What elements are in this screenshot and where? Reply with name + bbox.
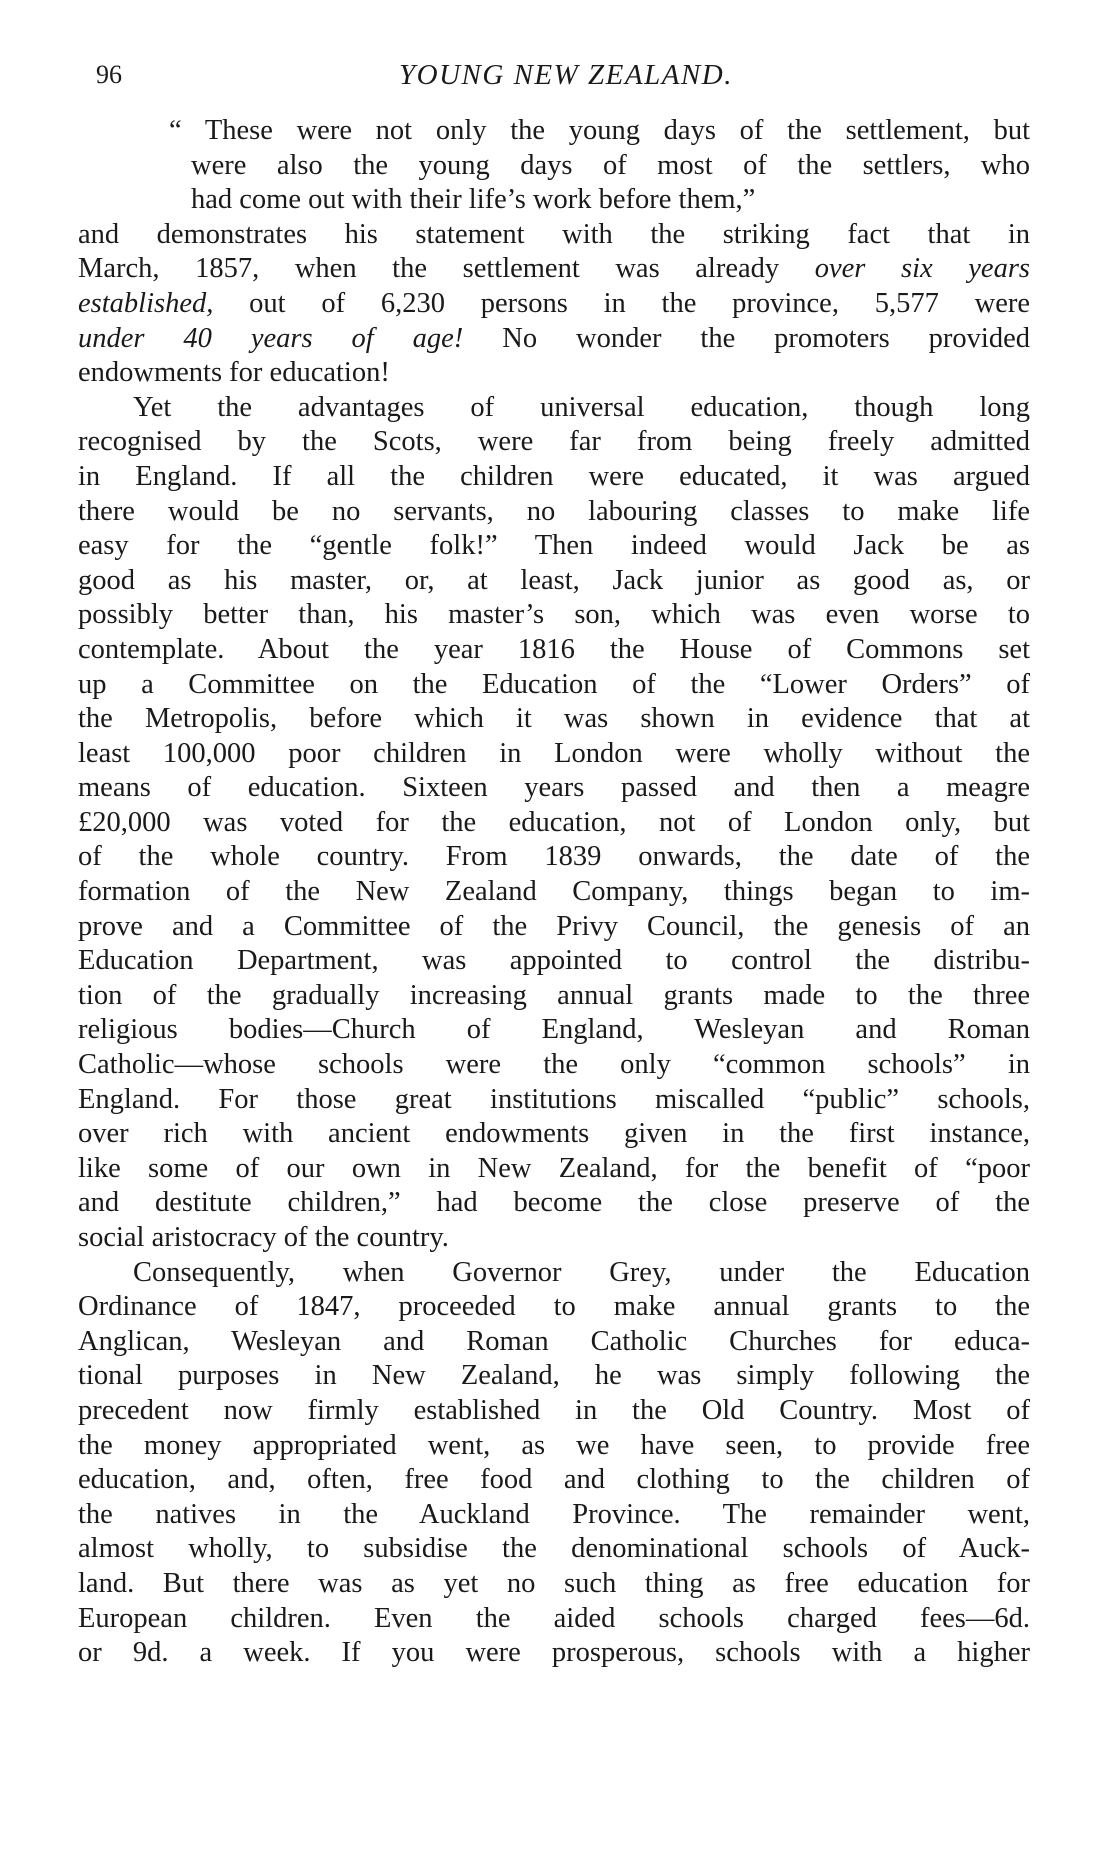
text-line: tion of the gradually increasing annual grants made to the three: [78, 979, 1030, 1011]
text-line: [78, 252, 1030, 287]
text-line: [78, 322, 1030, 357]
text-line: Consequently, when Governor Grey, under the Education: [133, 1256, 1030, 1288]
text-line: prove and a Committee of the Privy Council, the genesis of an: [78, 910, 1030, 942]
text-line: endowments for education!: [78, 357, 390, 389]
paragraph-2: [78, 391, 1030, 1256]
text-line: good as his master, or, at least, Jack junior as good as, or: [78, 564, 1030, 596]
text-line: least 100,000 poor children in London were wholly without the: [78, 737, 1030, 769]
text-line: formation of the New Zealand Company, things began to im-: [78, 876, 1030, 908]
text-line: Education Department, was appointed to control the distribu-: [78, 945, 1030, 977]
text-line: and destitute children,” had become the close preserve of the: [78, 1187, 1030, 1219]
running-title: YOUNG NEW ZEALAND.: [399, 59, 733, 91]
text-line: over rich with ancient endowments given in the first instance,: [78, 1118, 1030, 1150]
text-line: European children. Even the aided schools charged fees—6d.: [78, 1602, 1030, 1634]
text-line: £20,000 was voted for the education, not of London only, but: [78, 806, 1030, 838]
text-line: Catholic—whose schools were the only “common schools” in: [78, 1049, 1030, 1081]
block-quote: [169, 114, 1030, 218]
text-line: almost wholly, to subsidise the denominational schools of Auck-: [78, 1533, 1030, 1565]
text-line: tional purposes in New Zealand, he was simply following the: [78, 1360, 1030, 1392]
text-line: like some of our own in New Zealand, for the benefit of “poor: [78, 1152, 1030, 1184]
quote-line: had come out with their life’s work before them,”: [191, 184, 756, 216]
text-line: and demonstrates his statement with the striking fact that in: [78, 218, 1030, 250]
text-line: education, and, often, free food and clothing to the children of: [78, 1464, 1030, 1496]
text-line: social aristocracy of the country.: [78, 1222, 449, 1253]
text-line: recognised by the Scots, were far from being freely admitted: [78, 426, 1030, 458]
text-line: of the whole country. From 1839 onwards, the date of the: [78, 841, 1030, 873]
page-number: 96: [96, 60, 122, 89]
text-line: the natives in the Auckland Province. The remainder went,: [78, 1498, 1030, 1530]
paragraph-1: [78, 218, 1030, 391]
text-line: there would be no servants, no labouring classes to make life: [78, 495, 1030, 527]
text-line: in England. If all the children were educated, it was argued: [78, 460, 1030, 492]
text-line: contemplate. About the year 1816 the House of Commons set: [78, 633, 1030, 665]
text-line: religious bodies—Church of England, Wesleyan and Roman: [78, 1014, 1030, 1046]
text-line: land. But there was as yet no such thing as free education for: [78, 1567, 1030, 1599]
text-line: the money appropriated went, as we have seen, to provide free: [78, 1429, 1030, 1461]
text-line: [78, 287, 1030, 322]
page-header: [96, 57, 1036, 97]
text-line: or 9d. a week. If you were prosperous, schools with a higher: [78, 1637, 1030, 1669]
text-line: up a Committee on the Education of the “Lower Orders” of: [78, 668, 1030, 700]
text-run: No wonder the promoters provided: [463, 322, 1030, 354]
text-run: out of 6,230 persons in the province, 5,577 were: [213, 287, 1030, 319]
quote-line: were also the young days of most of the settlers, who: [191, 149, 1030, 181]
text-line: possibly better than, his master’s son, which was even worse to: [78, 599, 1030, 631]
text-line: the Metropolis, before which it was shown in evidence that at: [78, 703, 1030, 735]
text-line: Ordinance of 1847, proceeded to make annual grants to the: [78, 1291, 1030, 1323]
text-line: Anglican, Wesleyan and Roman Catholic Churches for educa-: [78, 1325, 1030, 1357]
paragraph-3: [78, 1256, 1030, 1671]
text-line: easy for the “gentle folk!” Then indeed would Jack be as: [78, 530, 1030, 562]
text-run: March, 1857, when the settlement was already: [78, 253, 815, 285]
text-line: Yet the advantages of universal education, though long: [133, 391, 1030, 423]
quote-line: “ These were not only the young days of the settlement, but: [169, 115, 1030, 146]
body-text: [78, 114, 1030, 1671]
emphasis: over six years: [814, 253, 1030, 285]
emphasis: under 40 years of age!: [78, 322, 464, 354]
text-line: means of education. Sixteen years passed and then a meagre: [78, 772, 1030, 804]
text-line: England. For those great institutions miscalled “public” schools,: [78, 1083, 1030, 1115]
emphasis: established,: [78, 287, 214, 319]
text-line: precedent now firmly established in the Old Country. Most of: [78, 1394, 1030, 1426]
